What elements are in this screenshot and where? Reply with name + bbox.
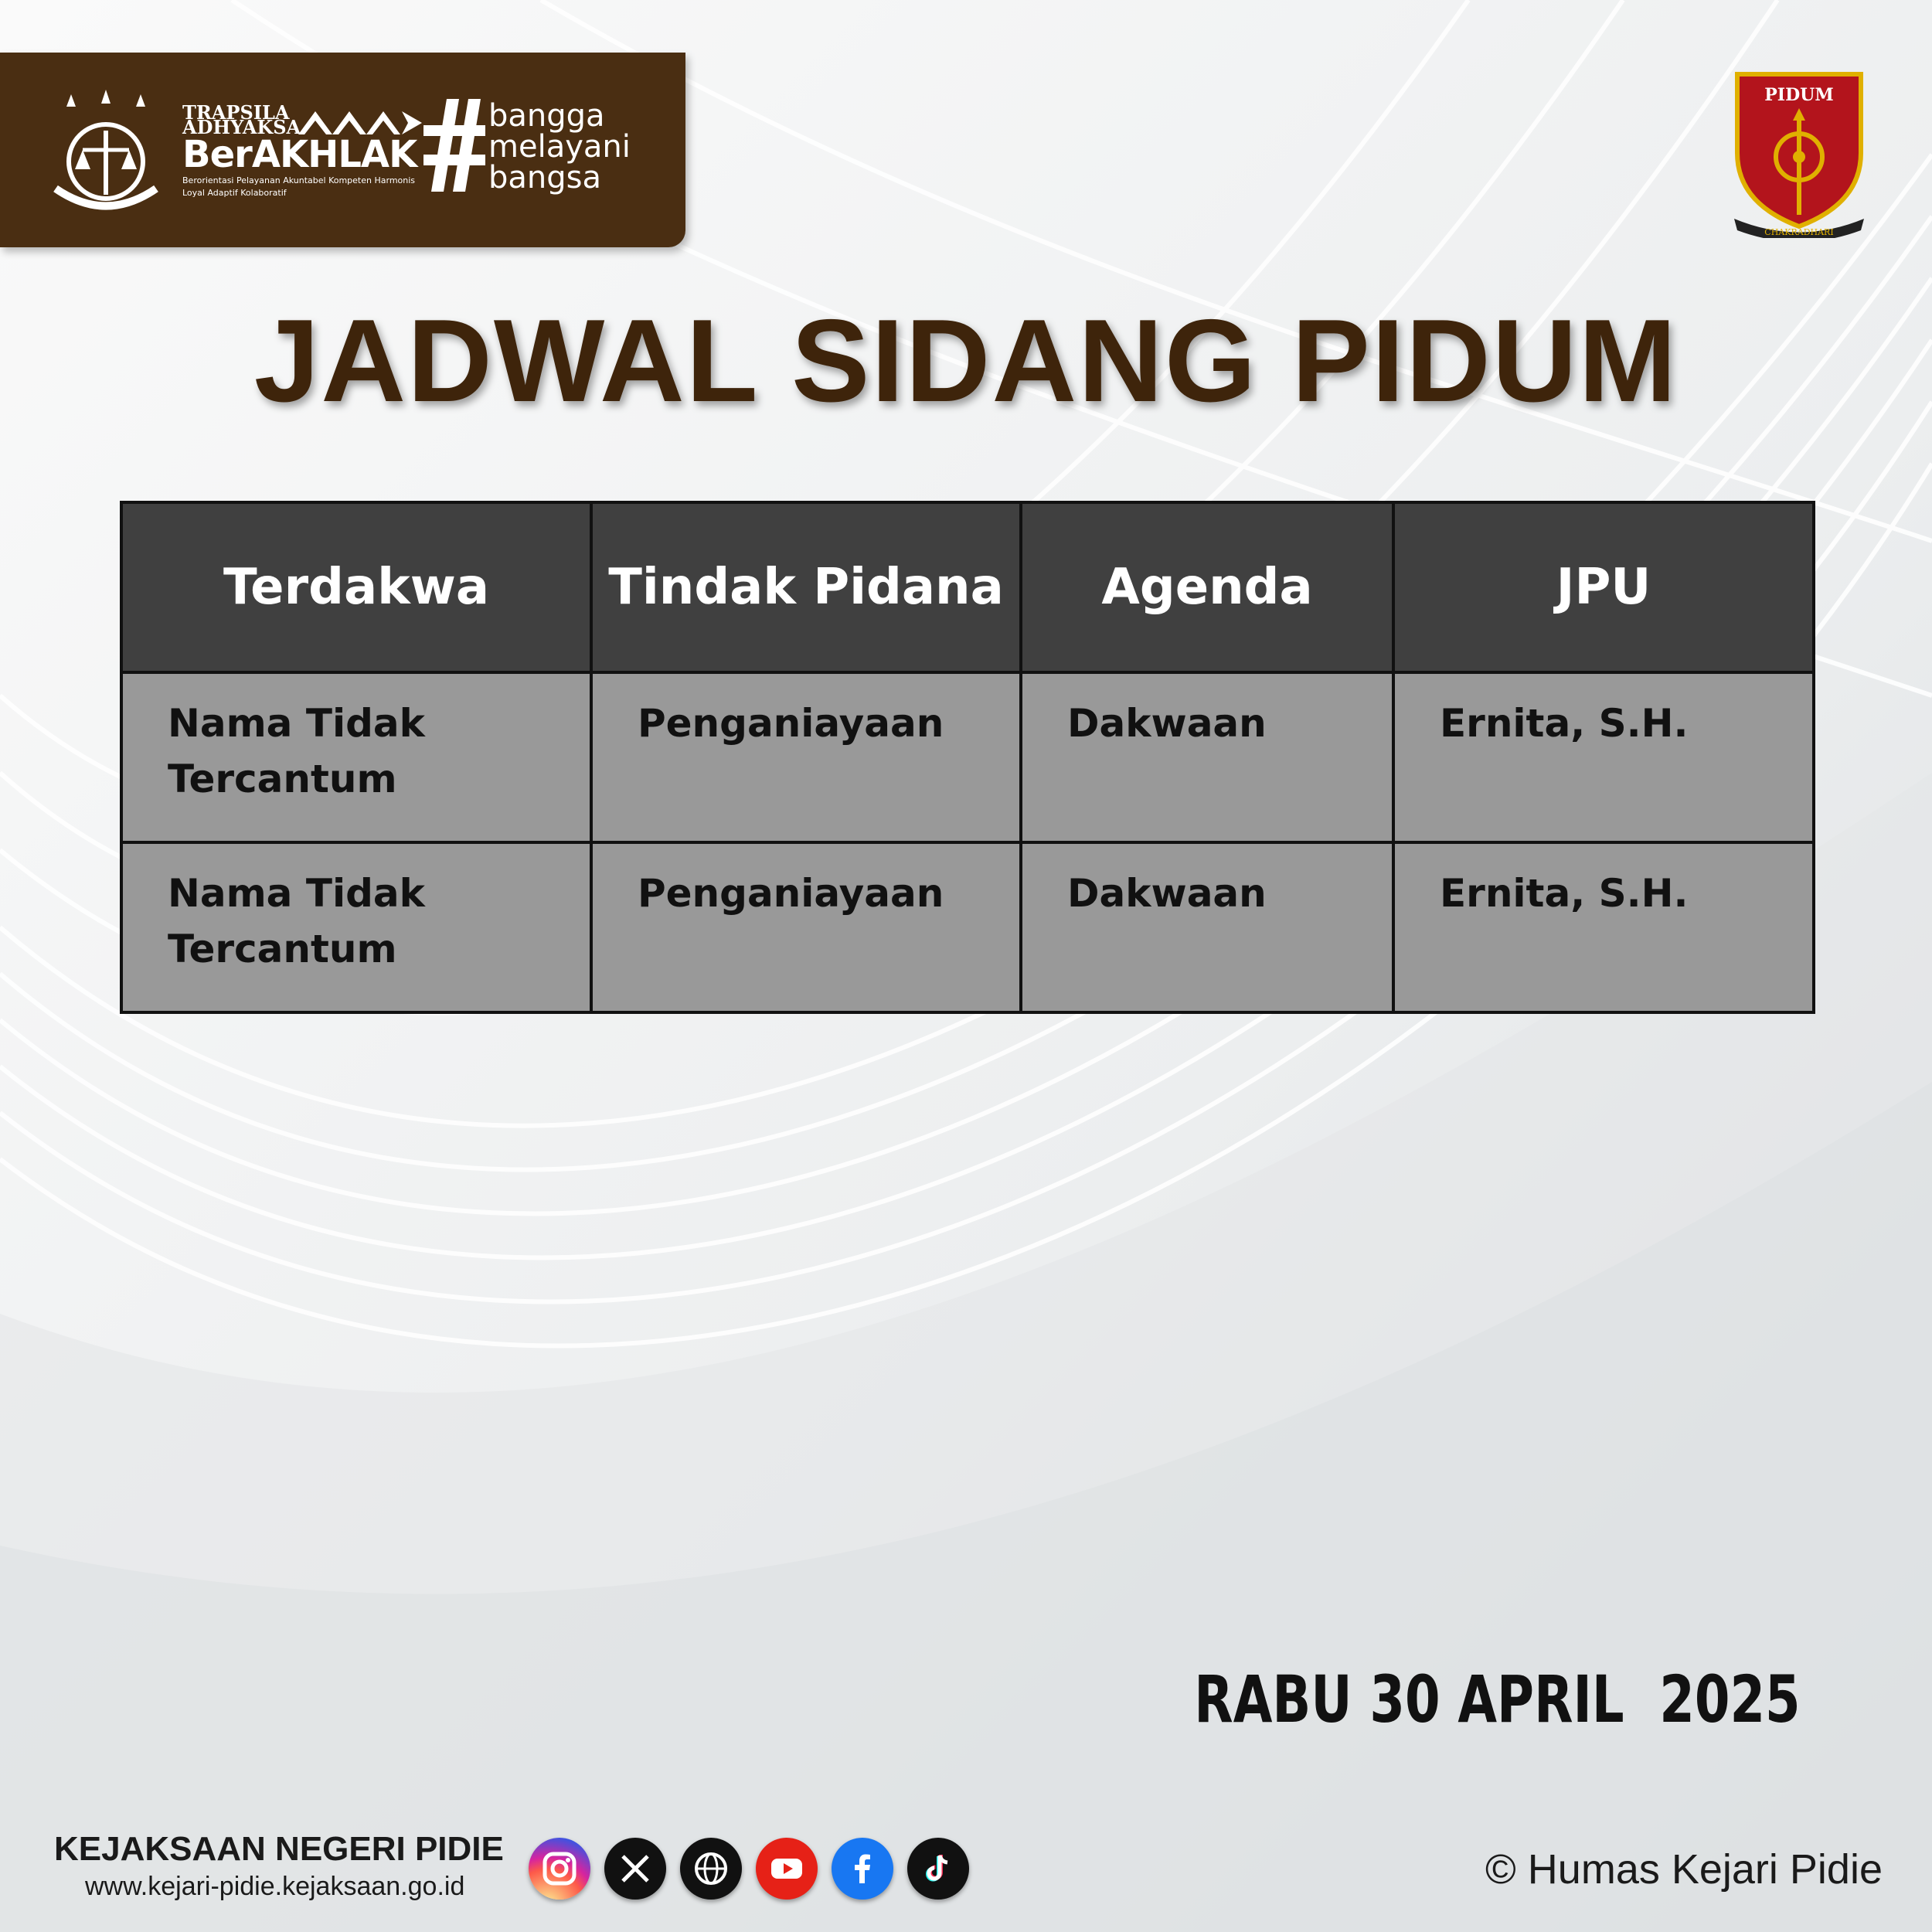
badge-bottom-text: CHAKRADHARI [1764, 227, 1834, 237]
slogan [488, 98, 631, 196]
header-terdakwa: Terdakwa [121, 502, 591, 672]
schedule-table [120, 501, 1815, 1014]
cell-terdakwa: Nama Tidak Tercantum [121, 842, 591, 1012]
slogan-line-1: bangga [488, 98, 605, 134]
table-row [121, 842, 1814, 1012]
cell-tindak-pidana: Penganiayaan [591, 672, 1021, 842]
header-tindak-pidana: Tindak Pidana [591, 502, 1021, 672]
slogan-line-3: bangsa [488, 160, 601, 196]
cell-agenda: Dakwaan [1021, 842, 1393, 1012]
page-title: JADWAL SIDANG PIDUM [253, 295, 1679, 427]
web-icon[interactable] [680, 1838, 742, 1900]
organization-name: KEJAKSAAN NEGERI PIDIE [54, 1830, 504, 1868]
kejaksaan-emblem-icon [48, 88, 164, 219]
tiktok-icon[interactable] [907, 1838, 969, 1900]
svg-text:PIDUM: PIDUM [1764, 85, 1834, 105]
cell-jpu: Ernita, S.H. [1393, 672, 1814, 842]
schedule-date: RABU 30 APRIL 2025 [1194, 1662, 1801, 1737]
header-agenda: Agenda [1021, 502, 1393, 672]
cell-tindak-pidana: Penganiayaan [591, 842, 1021, 1012]
pidum-badge-logo [1731, 60, 1867, 238]
website-url[interactable]: www.kejari-pidie.kejaksaan.go.id [85, 1872, 465, 1901]
table-header-row [121, 502, 1814, 672]
tagline-values: Berorientasi Pelayanan Akuntabel Kompeten Harmonis Loyal Adaptif Kolaboratif [182, 175, 416, 198]
social-icons [529, 1838, 969, 1900]
hashtag-icon [423, 99, 485, 192]
slogan-line-2: melayani [488, 129, 631, 165]
credit-text: © Humas Kejari Pidie [1485, 1846, 1883, 1893]
tagline-small: TRAPSILA ADHYAKSA [182, 101, 301, 138]
cell-jpu: Ernita, S.H. [1393, 842, 1814, 1012]
facebook-icon[interactable] [832, 1838, 893, 1900]
instagram-icon[interactable] [529, 1838, 590, 1900]
tagline-berakhlak: BerAKHLAK [182, 133, 417, 176]
youtube-icon[interactable] [756, 1838, 818, 1900]
table-row [121, 672, 1814, 842]
x-icon[interactable] [604, 1838, 666, 1900]
header-jpu: JPU [1393, 502, 1814, 672]
cell-terdakwa: Nama Tidak Tercantum [121, 672, 591, 842]
cell-agenda: Dakwaan [1021, 672, 1393, 842]
brand-banner [0, 53, 685, 247]
